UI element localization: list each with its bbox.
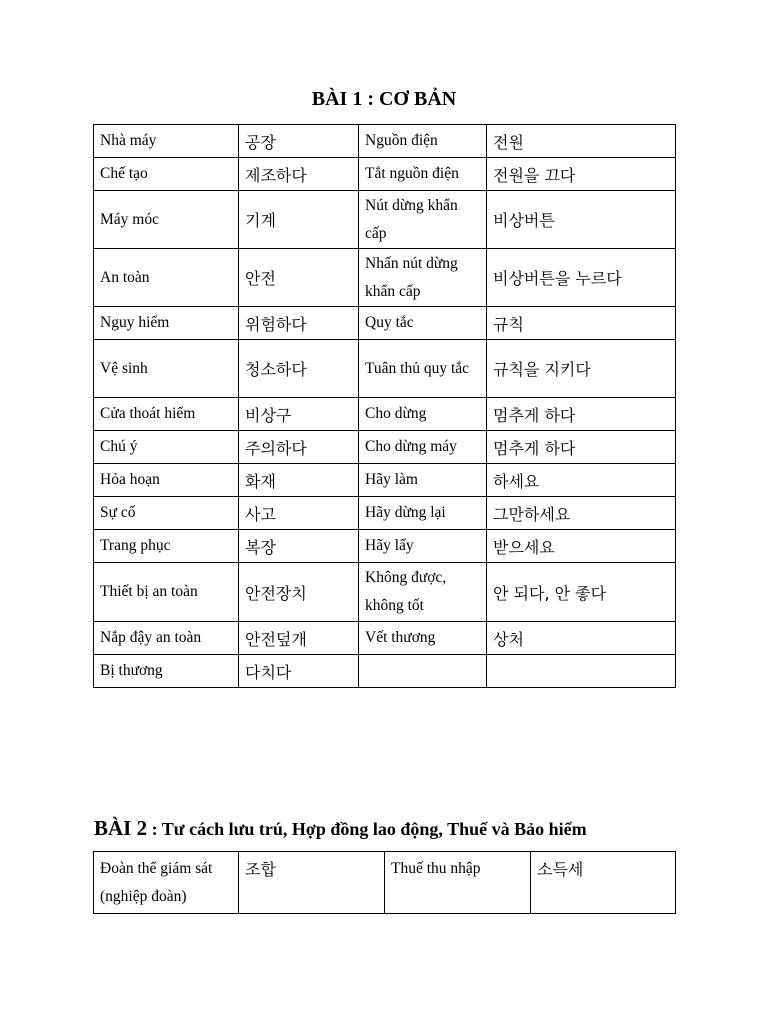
table-row	[94, 158, 676, 191]
vietnamese-term: Cửa thoát hiểm	[94, 398, 239, 431]
vietnamese-term: Không được, không tốt	[359, 563, 487, 622]
table-row	[94, 249, 676, 307]
korean-term: 화재	[239, 464, 359, 497]
vietnamese-term: Nguồn điện	[359, 125, 487, 158]
table-row	[94, 852, 676, 914]
vietnamese-term: Bị thương	[94, 655, 239, 688]
table-row	[94, 125, 676, 158]
korean-term: 복장	[239, 530, 359, 563]
lesson1-title: BÀI 1 : CƠ BẢN	[311, 88, 457, 110]
korean-term: 공장	[239, 125, 359, 158]
lesson1-vocab-table	[93, 124, 676, 688]
korean-term: 안전장치	[239, 563, 359, 622]
table-row	[94, 398, 676, 431]
vietnamese-term: Nguy hiểm	[94, 307, 239, 340]
korean-term: 비상버튼	[487, 191, 676, 249]
vietnamese-term: Thuế thu nhập	[385, 852, 531, 914]
korean-term: 기계	[239, 191, 359, 249]
vietnamese-term: Hãy làm	[359, 464, 487, 497]
vietnamese-term: Nút dừng khẩn cấp	[359, 191, 487, 249]
vietnamese-term: Hãy dừng lại	[359, 497, 487, 530]
table-row	[94, 622, 676, 655]
vietnamese-term: Vết thương	[359, 622, 487, 655]
vietnamese-term: Chú ý	[94, 431, 239, 464]
vietnamese-term: Nhà máy	[94, 125, 239, 158]
vietnamese-term: Hỏa hoạn	[94, 464, 239, 497]
korean-term: 제조하다	[239, 158, 359, 191]
korean-term: 조합	[239, 852, 385, 914]
vietnamese-term: Đoàn thể giám sát (nghiệp đoàn)	[94, 852, 239, 914]
vietnamese-term: Nhấn nút dừng khẩn cấp	[359, 249, 487, 307]
vietnamese-term	[359, 655, 487, 688]
vietnamese-term: Chế tạo	[94, 158, 239, 191]
table-row	[94, 464, 676, 497]
vietnamese-term: Máy móc	[94, 191, 239, 249]
korean-term: 규칙을 지키다	[487, 340, 676, 398]
korean-term: 안전덮개	[239, 622, 359, 655]
vietnamese-term: Nắp đậy an toàn	[94, 622, 239, 655]
lesson2-title	[94, 816, 694, 841]
vietnamese-term: Vệ sinh	[94, 340, 239, 398]
korean-term: 전원	[487, 125, 676, 158]
table-row	[94, 655, 676, 688]
table-row	[94, 191, 676, 249]
korean-term: 상처	[487, 622, 676, 655]
korean-term: 비상구	[239, 398, 359, 431]
korean-term: 멈추게 하다	[487, 431, 676, 464]
korean-term: 안전	[239, 249, 359, 307]
korean-term: 하세요	[487, 464, 676, 497]
table-row	[94, 530, 676, 563]
korean-term: 받으세요	[487, 530, 676, 563]
table-row	[94, 497, 676, 530]
korean-term: 소득세	[531, 852, 676, 914]
table-row	[94, 340, 676, 398]
vietnamese-term: Thiết bị an toàn	[94, 563, 239, 622]
lesson2-title-rest: : Tư cách lưu trú, Hợp đồng lao động, Thuế và Bảo hiểm	[147, 819, 587, 839]
vietnamese-term: Tuân thủ quy tắc	[359, 340, 487, 398]
table-row	[94, 307, 676, 340]
vietnamese-term: Hãy lấy	[359, 530, 487, 563]
korean-term: 그만하세요	[487, 497, 676, 530]
vietnamese-term: Tắt nguồn điện	[359, 158, 487, 191]
korean-term: 안 되다, 안 좋다	[487, 563, 676, 622]
korean-term: 위험하다	[239, 307, 359, 340]
korean-term: 청소하다	[239, 340, 359, 398]
table-row	[94, 563, 676, 622]
vietnamese-term: Sự cố	[94, 497, 239, 530]
korean-term: 규칙	[487, 307, 676, 340]
lesson2-vocab-table	[93, 851, 676, 914]
korean-term: 비상버튼을 누르다	[487, 249, 676, 307]
korean-term	[487, 655, 676, 688]
lesson2-title-prefix: BÀI 2	[94, 816, 148, 840]
vietnamese-term: Cho dừng	[359, 398, 487, 431]
korean-term: 전원을 끄다	[487, 158, 676, 191]
vietnamese-term: An toàn	[94, 249, 239, 307]
korean-term: 멈추게 하다	[487, 398, 676, 431]
korean-term: 사고	[239, 497, 359, 530]
korean-term: 다치다	[239, 655, 359, 688]
vietnamese-term: Cho dừng máy	[359, 431, 487, 464]
korean-term: 주의하다	[239, 431, 359, 464]
table-row	[94, 431, 676, 464]
vietnamese-term: Quy tắc	[359, 307, 487, 340]
vietnamese-term: Trang phục	[94, 530, 239, 563]
